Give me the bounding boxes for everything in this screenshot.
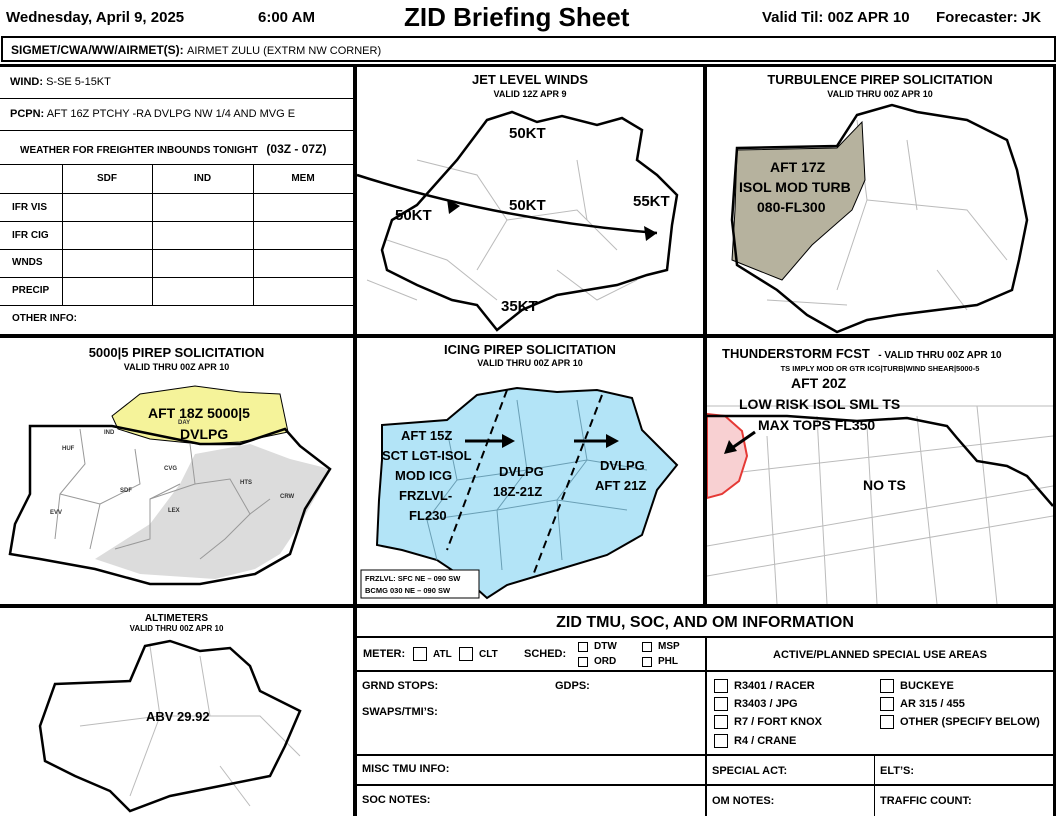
city-day: DAY <box>178 420 191 426</box>
om-notes-label: OM NOTES: <box>712 795 775 807</box>
shaded-area <box>95 444 330 579</box>
icing-east-2: AFT 21Z <box>595 478 647 493</box>
row-label-ifr-vis: IFR VIS <box>12 202 48 213</box>
sigmet-row <box>1 36 1056 62</box>
meter-clt-checkbox[interactable] <box>459 647 473 661</box>
header-date: Wednesday, April 9, 2025 <box>6 9 185 26</box>
checkbox-icon[interactable] <box>714 715 728 729</box>
icing-title: ICING PIREP SOLICITATION <box>444 342 616 357</box>
sched-msp-checkbox[interactable] <box>642 642 652 652</box>
divider <box>62 165 63 305</box>
jet-arrow-head <box>644 226 657 241</box>
icing-west-2: SCT LGT-ISOL <box>382 448 472 463</box>
tmu-title-row <box>357 608 1053 638</box>
divider <box>0 305 353 306</box>
jet-label-2: 50KT <box>509 197 546 214</box>
meter-label: METER: <box>363 648 406 660</box>
row-label-ifr-cig: IFR CIG <box>12 230 49 241</box>
divider <box>0 221 353 222</box>
freighter-table <box>0 165 353 305</box>
city-lex: LEX <box>168 508 180 514</box>
divider <box>0 249 353 250</box>
alt-value: ABV 29.92 <box>146 709 210 724</box>
turb-title: TURBULENCE PIREP SOLICITATION <box>767 72 993 87</box>
sigmet-label: SIGMET/CWA/WW/AIRMET(S): <box>11 43 184 57</box>
jet-subtitle: VALID 12Z APR 9 <box>493 89 567 99</box>
turb-map <box>707 100 1053 334</box>
turb-line-1: AFT 17Z <box>770 159 826 175</box>
turb-line-3: 080-FL300 <box>757 199 826 215</box>
divider <box>357 754 1053 756</box>
divider <box>253 165 254 305</box>
jet-label-3: 50KT <box>395 207 432 224</box>
wind-row <box>0 67 353 99</box>
jet-label-5: 35KT <box>501 298 538 315</box>
ts-valid: - VALID THRU 00Z APR 10 <box>878 350 1002 361</box>
city-huf: HUF <box>62 446 75 452</box>
sua-r3403[interactable] <box>714 697 798 711</box>
header-forecaster: Forecaster: JK <box>936 9 1042 26</box>
soc-notes-label: SOC NOTES: <box>362 794 431 806</box>
jet-map <box>357 100 703 334</box>
meter-atl-checkbox[interactable] <box>413 647 427 661</box>
other-info-label: OTHER INFO: <box>12 313 77 324</box>
meter-row <box>357 638 707 672</box>
county-lines <box>80 646 300 806</box>
sched-ord-checkbox[interactable] <box>578 657 588 667</box>
icing-west-5: FL230 <box>409 508 447 523</box>
city-crw: CRW <box>280 494 295 500</box>
alt-map <box>0 636 353 816</box>
gdps-label: GDPS: <box>555 680 590 692</box>
icing-mid-2: 18Z-21Z <box>493 484 543 499</box>
header-time: 6:00 AM <box>258 9 315 26</box>
alt-title: ALTIMETERS <box>144 613 209 624</box>
jet-title: JET LEVEL WINDS <box>471 72 589 87</box>
jet-axis-line <box>357 175 657 233</box>
meter-atl-label: ATL <box>433 649 452 660</box>
divider <box>357 784 1053 786</box>
sua-r4-label: R4 / CRANE <box>734 735 797 747</box>
sua-r3401[interactable] <box>714 679 815 693</box>
city-sdf: SDF <box>120 488 132 494</box>
swaps-label: SWAPS/TMI’S: <box>362 706 438 718</box>
divider <box>0 334 1056 338</box>
ts-line-2: LOW RISK ISOL SML TS <box>739 396 901 412</box>
icing-east-1: DVLPG <box>600 458 645 473</box>
city-hts: HTS <box>240 480 252 486</box>
icing-west-3: MOD ICG <box>395 468 453 483</box>
pcpn-label: PCPN: <box>10 108 45 120</box>
sched-label: SCHED: <box>524 648 567 660</box>
freighter-window: (03Z - 07Z) <box>266 142 327 156</box>
misc-tmu-label: MISC TMU INFO: <box>362 763 450 775</box>
icing-west-4: FRZLVL- <box>399 488 453 503</box>
sua-r3403-label: R3403 / JPG <box>734 698 798 710</box>
fivek-line-1: AFT 18Z 5000|5 <box>148 405 250 421</box>
sua-title-row <box>707 638 1053 672</box>
sched-phl-checkbox[interactable] <box>642 657 652 667</box>
turb-line-2: ISOL MOD TURB <box>739 179 851 195</box>
checkbox-icon[interactable] <box>880 697 894 711</box>
grnd-stops-label: GRND STOPS: <box>362 680 439 692</box>
wind-label: WIND: <box>10 76 43 88</box>
ts-nots: NO TS <box>863 477 906 493</box>
sua-r4[interactable] <box>714 734 796 748</box>
wind-value: S-SE 5-15KT <box>46 76 111 88</box>
divider <box>874 754 875 816</box>
ts-line-3: MAX TOPS FL350 <box>758 417 876 433</box>
checkbox-icon[interactable] <box>714 734 728 748</box>
sua-buckeye-label: BUCKEYE <box>900 680 954 692</box>
divider <box>152 165 153 305</box>
checkbox-icon[interactable] <box>880 679 894 693</box>
city-evv: EVV <box>50 510 63 516</box>
checkbox-icon[interactable] <box>714 679 728 693</box>
freighter-title: WEATHER FOR FREIGHTER INBOUNDS TONIGHT <box>20 145 258 156</box>
county-lines <box>707 406 1053 604</box>
alt-subtitle: VALID THRU 00Z APR 10 <box>129 624 224 633</box>
icing-mid-1: DVLPG <box>499 464 544 479</box>
fivek-map <box>0 374 353 604</box>
col-header-mem: MEM <box>291 173 315 184</box>
sua-title: ACTIVE/PLANNED SPECIAL USE AREAS <box>773 649 987 661</box>
header-valid: Valid Til: 00Z APR 10 <box>762 9 910 26</box>
sched-ord-label: ORD <box>594 656 617 667</box>
ts-title: THUNDERSTORM FCST <box>722 346 870 361</box>
pcpn-value: AFT 16Z PTCHY -RA DVLPG NW 1/4 AND MVG E <box>46 108 296 120</box>
ts-area <box>707 414 747 498</box>
divider <box>0 277 353 278</box>
row-label-precip: PRECIP <box>12 285 50 296</box>
sua-r3401-label: R3401 / RACER <box>734 680 815 692</box>
elt-label: ELT’S: <box>880 765 915 777</box>
jet-label-4: 55KT <box>633 193 670 210</box>
sched-msp-label: MSP <box>658 641 680 652</box>
icing-legend-1: FRZLVL: SFC NE – 090 SW <box>365 574 461 583</box>
icing-subtitle: VALID THRU 00Z APR 10 <box>477 358 583 368</box>
sua-r7-label: R7 / FORT KNOX <box>734 716 823 728</box>
sched-phl-label: PHL <box>658 656 678 667</box>
sua-other[interactable] <box>880 715 1040 729</box>
sua-buckeye[interactable] <box>880 679 954 693</box>
page-title: ZID Briefing Sheet <box>404 2 630 32</box>
icing-legend-2: BCMG 030 NE – 090 SW <box>365 586 451 595</box>
turb-subtitle: VALID THRU 00Z APR 10 <box>827 89 933 99</box>
fivek-line-2: DVLPG <box>180 426 229 442</box>
fivek-subtitle: VALID THRU 00Z APR 10 <box>123 362 230 372</box>
jet-label-1: 50KT <box>509 125 546 142</box>
tmu-title: ZID TMU, SOC, AND OM INFORMATION <box>556 614 854 631</box>
sigmet-value: AIRMET ZULU (EXTRM NW CORNER) <box>186 45 382 57</box>
sua-ar315-label: AR 315 / 455 <box>900 698 965 710</box>
row-label-wnds: WNDS <box>12 257 43 268</box>
checkbox-icon[interactable] <box>714 697 728 711</box>
header <box>0 0 1056 36</box>
col-header-ind: IND <box>193 173 212 184</box>
sua-other-label: OTHER (SPECIFY BELOW) <box>900 716 1040 728</box>
pcpn-row <box>0 99 353 131</box>
sua-ar315[interactable] <box>880 697 965 711</box>
fivek-title: 5000|5 PIREP SOLICITATION <box>88 345 265 360</box>
sua-r7[interactable] <box>714 715 822 729</box>
ts-map <box>707 376 1053 604</box>
icing-west-1: AFT 15Z <box>401 428 453 443</box>
meter-clt-label: CLT <box>479 649 498 660</box>
checkbox-icon[interactable] <box>880 715 894 729</box>
icing-map <box>357 370 703 604</box>
city-cvg: CVG <box>164 466 178 472</box>
ts-subtitle: TS IMPLY MOD OR GTR ICG|TURB|WIND SHEAR|5000-5 <box>780 364 980 373</box>
divider <box>0 193 353 194</box>
ts-line-1: AFT 20Z <box>791 376 847 391</box>
city-ind: IND <box>104 430 115 436</box>
sched-dtw-label: DTW <box>594 641 617 652</box>
sched-dtw-checkbox[interactable] <box>578 642 588 652</box>
zid-boundary <box>40 641 300 811</box>
col-header-sdf: SDF <box>97 173 117 184</box>
freighter-title-row <box>0 131 353 165</box>
traffic-count-label: TRAFFIC COUNT: <box>880 795 972 807</box>
special-act-label: SPECIAL ACT: <box>712 765 788 777</box>
